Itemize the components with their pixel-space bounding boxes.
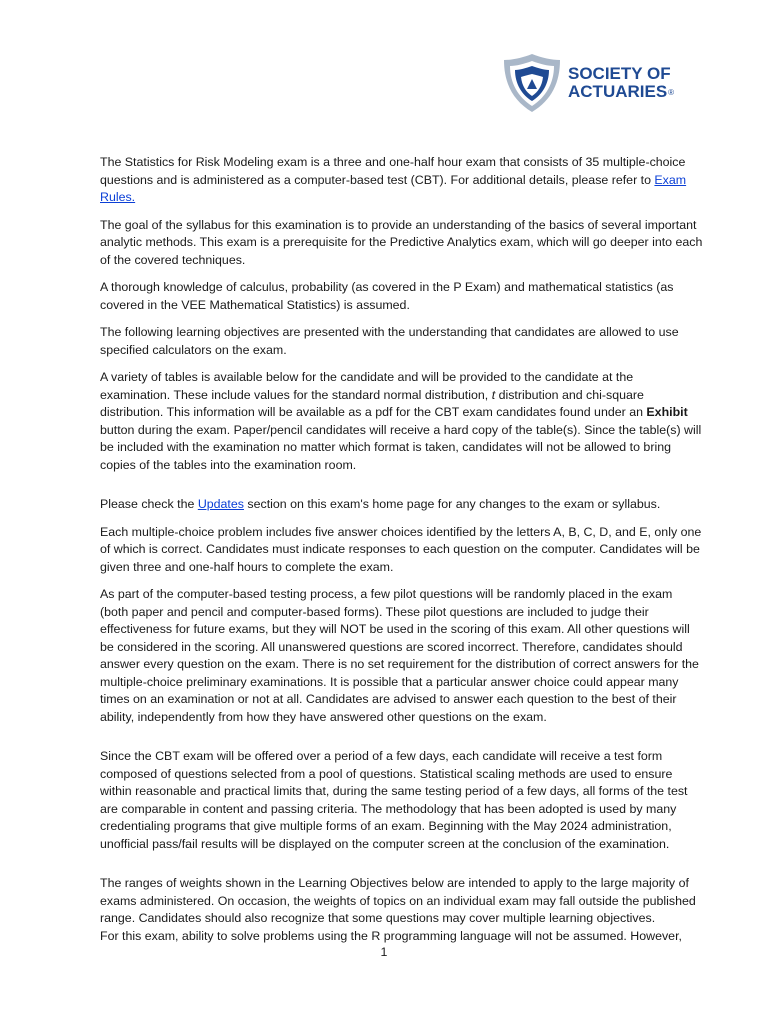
paragraph-syllabus-goal: The goal of the syllabus for this examination is to provide an understanding of the basics of several important analytic methods. This exam is a prerequisite for the Predictive Analytics exam, which will go deeper into each of the covered techniques. xyxy=(100,217,703,267)
paragraph-updates: Please check the Updates section on this exam's home page for any changes to the exam or syllabus. xyxy=(100,497,661,511)
paragraph-pilot-questions: As part of the computer-based testing process, a few pilot questions will be randomly placed in the exam (both paper and pencil and computer-based forms). These pilot questions are included to judge their effectiveness for future exams, but they will NOT be used in the scoring of this exam. All other questions will be considered in the scoring. All unanswered questions are scored incorrect. Therefore, candidates should answer every question on the exam. There is no set requirement for the distribution of correct answers for the multiple-choice preliminary examinations. It is possible that a particular answer choice could appear many times on an examination or not at all. Candidates are advised to answer each question to the best of their ability, independently from how they have answered other questions on the exam. xyxy=(100,587,699,724)
paragraph-prerequisites: A thorough knowledge of calculus, probability (as covered in the P Exam) and mathematical statistics (as covered in the VEE Mathematical Statistics) is assumed. xyxy=(100,280,674,312)
exam-rules-link[interactable]: Exam Rules. xyxy=(100,172,687,204)
document-body xyxy=(100,154,704,945)
paragraph-tables: A variety of tables is available below for the candidate and will be provided to the candidate at the examination. These include values for the standard normal distribution, t distribution and chi-square distribution. This information will be available as a pdf for the CBT exam candidates found under an Exhibit button during the exam. Paper/pencil candidates will receive a hard copy of the table(s). Since the table(s) will be included with the examination no matter which format is taken, candidates will not be allowed to bring copies of the tables into the examination room. xyxy=(100,370,702,472)
paragraph-scaling: Since the CBT exam will be offered over a period of a few days, each candidate will receive a test form composed of questions selected from a pool of questions. Statistical scaling methods are used to ensure within reasonable and practical limits that, during the same testing period of a few days, all forms of the test are comparable in content and passing criteria. The methodology that has been adopted is used by many credentialing programs that give multiple forms of an exam. Beginning with the May 2024 administration, unofficial pass/fail results will be displayed on the computer screen at the conclusion of the examination. xyxy=(100,749,688,851)
exhibit-label: Exhibit xyxy=(646,405,688,419)
logo-line-1: SOCIETY OF xyxy=(568,64,671,83)
page-number: 1 xyxy=(380,945,388,959)
paragraph-exam-overview: The Statistics for Risk Modeling exam is a three and one-half hour exam that consists of 35 multiple-choice questions and is administered as a computer-based test (CBT). For additional details, please refer to Exam Rules. xyxy=(100,155,687,204)
updates-link[interactable]: Updates xyxy=(197,497,244,511)
logo-line-2: ACTUARIES® xyxy=(568,82,675,101)
shield-logo-icon xyxy=(500,52,564,114)
paragraph-r-language: For this exam, ability to solve problems using the R programming language will not be assumed. However, xyxy=(100,928,682,943)
soa-logo xyxy=(500,52,700,114)
registered-mark: ® xyxy=(668,87,675,97)
paragraph-answer-choices: Each multiple-choice problem includes five answer choices identified by the letters A, B, C, D, and E, only one of which is correct. Candidates must indicate responses to each question on the computer. Candidates will be given three and one-half hours to complete the exam. xyxy=(100,524,702,574)
paragraph-weights: The ranges of weights shown in the Learning Objectives below are intended to apply to the large majority of exams administered. On occasion, the weights of topics on an individual exam may fall outside the published range. Candidates should also recognize that some questions may cover multiple learning objectives. xyxy=(100,876,696,925)
paragraph-calculators: The following learning objectives are presented with the understanding that candidates are allowed to use specified calculators on the exam. xyxy=(100,325,679,357)
logo-wordmark xyxy=(568,65,674,102)
